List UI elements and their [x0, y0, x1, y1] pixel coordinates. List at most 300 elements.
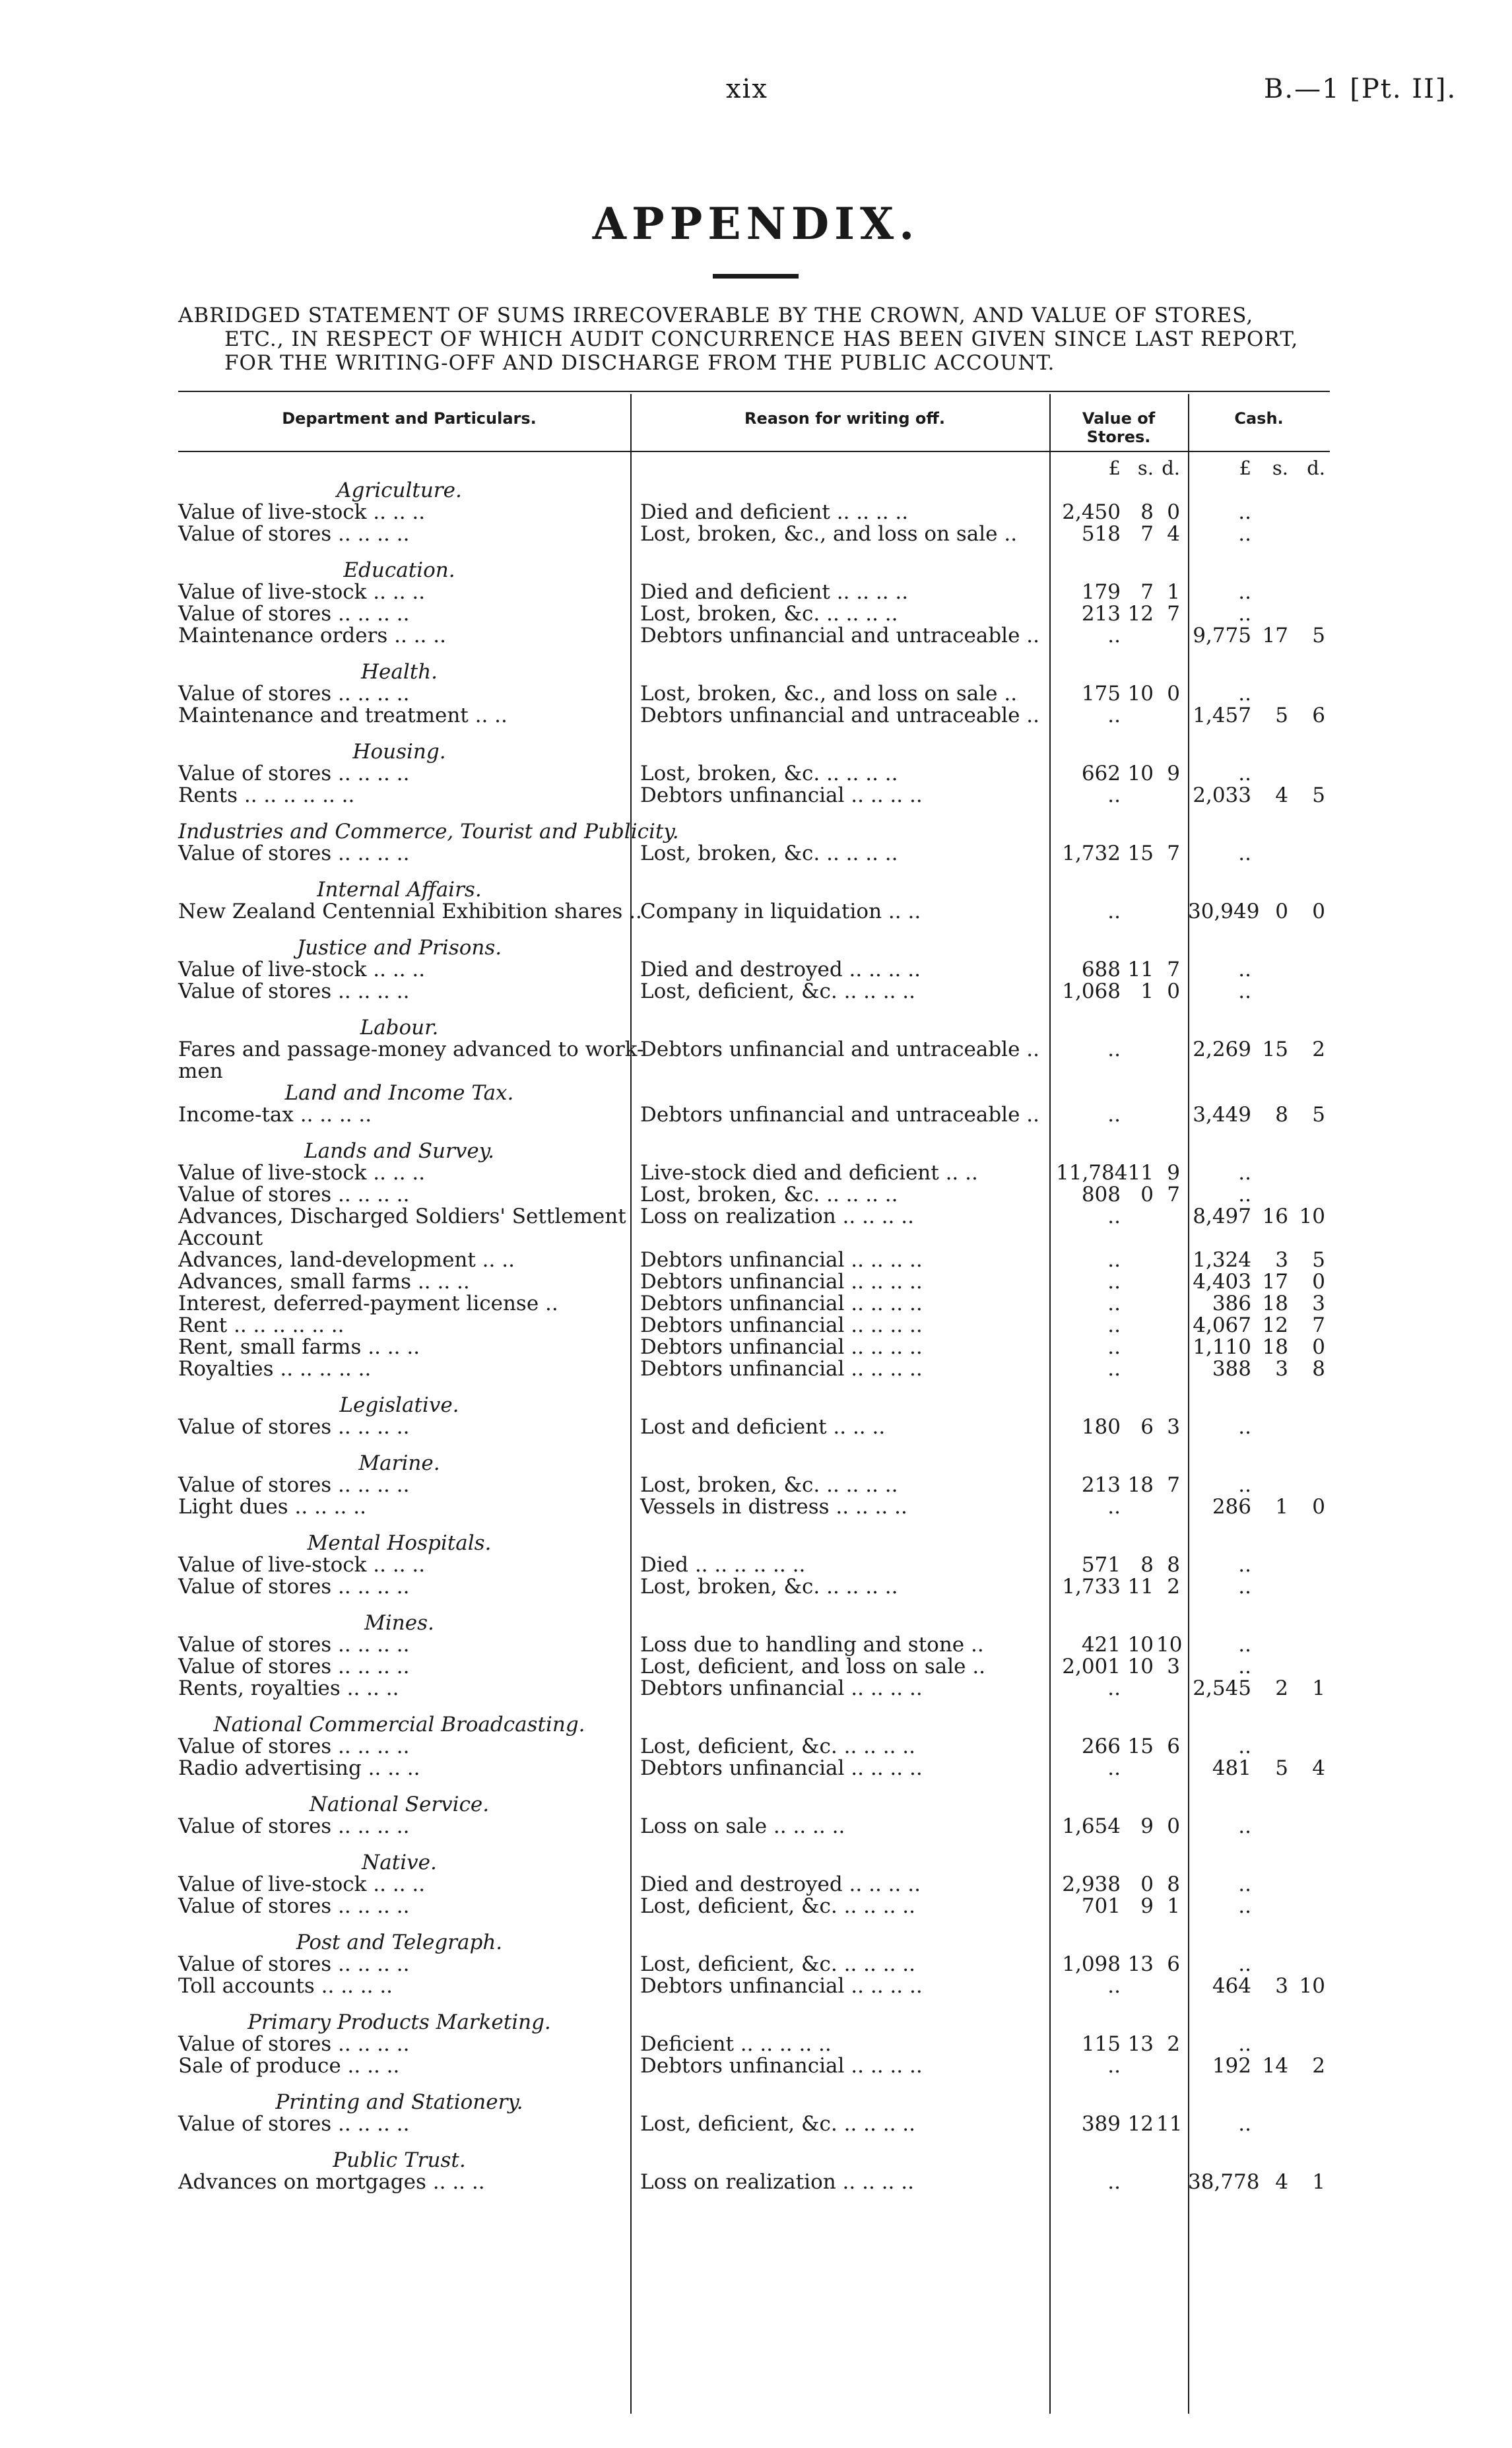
cash-shillings-cell: 8 — [1275, 1103, 1288, 1127]
row-spacer — [0, 1916, 1512, 1931]
particulars-cell: Toll accounts .. .. .. .. — [178, 1974, 393, 1998]
department-heading: Health. — [360, 660, 438, 684]
cash-pence-unit: d. — [1307, 457, 1325, 479]
stores-shillings-cell: 12 — [1127, 602, 1154, 626]
cash-shillings-cell: 15 — [1262, 1038, 1288, 1061]
subtitle-line-3: FOR THE WRITING-OFF AND DISCHARGE FROM THE PUBLIC ACCOUNT. — [224, 351, 1055, 375]
cash-pounds-cell: 286 — [1212, 1495, 1251, 1519]
table-row — [0, 682, 1512, 704]
table-row — [0, 1655, 1512, 1676]
cash-pounds-cell: 1,457 — [1193, 704, 1251, 727]
cash-shillings-cell: 1 — [1275, 1495, 1288, 1519]
cash-pence-cell: 3 — [1312, 1292, 1325, 1315]
cash-pounds-cell: 388 — [1212, 1357, 1251, 1381]
stores-pounds-cell: 266 — [1081, 1735, 1121, 1758]
particulars-cell: Value of stores .. .. .. .. — [178, 1735, 410, 1758]
row-spacer — [0, 1836, 1512, 1851]
table-row — [0, 1633, 1512, 1655]
cash-pounds-cell: .. — [1238, 682, 1251, 706]
cash-pounds-cell: .. — [1238, 602, 1251, 626]
reason-cell: Debtors unfinancial and untraceable .. — [640, 1038, 1039, 1061]
particulars-cell: Value of stores .. .. .. .. — [178, 1415, 410, 1439]
stores-pence-cell: 0 — [1167, 500, 1180, 524]
particulars-cell: Radio advertising .. .. .. — [178, 1756, 420, 1780]
column-header-stores: Value of Stores. — [1082, 409, 1156, 446]
stores-pounds-cell: 808 — [1081, 1183, 1121, 1207]
cash-pounds-cell: .. — [1238, 842, 1251, 865]
reason-cell: Lost, deficient, &c. .. .. .. .. — [640, 979, 916, 1003]
reason-cell: Company in liquidation .. .. — [640, 900, 921, 923]
stores-pounds-cell: .. — [1107, 1357, 1121, 1381]
particulars-cell: Value of live-stock .. .. .. — [178, 580, 426, 604]
cash-pounds-cell: .. — [1238, 2032, 1251, 2056]
reason-cell: Debtors unfinancial .. .. .. .. — [640, 1292, 923, 1315]
stores-pence-cell: 11 — [1156, 2112, 1183, 2136]
stores-pounds-cell: .. — [1107, 1974, 1121, 1998]
cash-shillings-cell: 12 — [1262, 1313, 1288, 1337]
particulars-cell: Advances, land-development .. .. — [178, 1248, 515, 1272]
cash-pounds-cell: .. — [1238, 1183, 1251, 1207]
department-heading-row — [0, 479, 1512, 500]
stores-shillings-cell: 11 — [1127, 1161, 1154, 1185]
particulars-cell: Value of stores .. .. .. .. — [178, 762, 410, 785]
cash-shillings-cell: 4 — [1275, 783, 1288, 807]
stores-pounds-cell: 175 — [1081, 682, 1121, 706]
subtitle — [178, 304, 1340, 375]
department-heading-row — [0, 820, 1512, 842]
row-spacer — [0, 2134, 1512, 2148]
stores-shillings-cell: 0 — [1140, 1872, 1154, 1896]
particulars-cell: Value of stores .. .. .. .. — [178, 522, 410, 546]
department-heading: Agriculture. — [337, 479, 462, 502]
stores-pounds-cell: 213 — [1081, 1473, 1121, 1497]
reason-cell: Loss on realization .. .. .. .. — [640, 2170, 914, 2194]
department-heading-row — [0, 1081, 1512, 1103]
stores-pence-cell: 9 — [1167, 1161, 1180, 1185]
particulars-cell: Value of stores .. .. .. .. — [178, 1575, 410, 1599]
stores-shillings-cell: 10 — [1127, 1655, 1154, 1678]
stores-pence-cell: 1 — [1167, 580, 1180, 604]
row-spacer — [0, 1001, 1512, 1016]
stores-pounds-cell: 518 — [1081, 522, 1121, 546]
row-spacer — [0, 805, 1512, 820]
cash-pence-cell: 2 — [1312, 2054, 1325, 2078]
table-row — [0, 624, 1512, 645]
department-heading: Education. — [343, 558, 455, 582]
stores-pounds-cell: 1,733 — [1062, 1575, 1121, 1599]
stores-pence-unit: d. — [1162, 457, 1180, 479]
reason-cell: Died and deficient .. .. .. .. — [640, 500, 909, 524]
cash-pounds-cell: .. — [1238, 958, 1251, 981]
cash-pence-cell: 2 — [1312, 1038, 1325, 1061]
cash-pence-cell: 0 — [1312, 1335, 1325, 1359]
reason-cell: Died .. .. .. .. .. .. — [640, 1553, 806, 1577]
reason-cell: Lost, broken, &c. .. .. .. .. — [640, 1575, 898, 1599]
row-spacer — [0, 725, 1512, 740]
stores-shillings-cell: 10 — [1127, 682, 1154, 706]
stores-pounds-cell: .. — [1107, 704, 1121, 727]
table-row — [0, 1183, 1512, 1205]
stores-pence-cell: 7 — [1167, 1473, 1180, 1497]
table-row — [0, 1495, 1512, 1517]
particulars-cell: Rent .. .. .. .. .. .. — [178, 1313, 345, 1337]
particulars-cell: Value of stores .. .. .. .. — [178, 602, 410, 626]
table-row — [0, 1676, 1512, 1698]
cash-pounds-cell: 192 — [1212, 2054, 1251, 2078]
department-heading-row — [0, 1451, 1512, 1473]
stores-shillings-cell: 18 — [1127, 1473, 1154, 1497]
stores-pounds-cell: .. — [1107, 1676, 1121, 1700]
department-heading: National Service. — [309, 1793, 490, 1816]
subtitle-line-1: ABRIDGED STATEMENT OF SUMS IRRECOVERABLE BY THE CROWN, AND VALUE OF STORES, — [178, 304, 1254, 327]
cash-pence-cell: 10 — [1299, 1974, 1325, 1998]
stores-pounds-cell: 701 — [1081, 1894, 1121, 1918]
cash-pounds-cell: .. — [1238, 1633, 1251, 1657]
cash-pounds-cell: .. — [1238, 1735, 1251, 1758]
stores-pence-cell: 7 — [1167, 958, 1180, 981]
department-heading: Legislative. — [339, 1393, 459, 1417]
stores-pounds-cell: .. — [1107, 1270, 1121, 1294]
row-spacer — [0, 1437, 1512, 1451]
stores-pence-cell: 2 — [1167, 2032, 1180, 2056]
column-header-department: Department and Particulars. — [282, 409, 537, 428]
cash-pounds-cell: .. — [1238, 1872, 1251, 1896]
cash-pounds-cell: 30,949 — [1188, 900, 1260, 923]
stores-pence-cell: 10 — [1156, 1633, 1183, 1657]
department-heading: Marine. — [358, 1451, 440, 1475]
cash-shillings-unit: s. — [1272, 457, 1288, 479]
cash-pence-cell: 5 — [1312, 1103, 1325, 1127]
table-row — [0, 1292, 1512, 1313]
reason-cell: Debtors unfinancial .. .. .. .. — [640, 1756, 923, 1780]
stores-shillings-cell: 15 — [1127, 842, 1154, 865]
cash-pounds-cell: .. — [1238, 580, 1251, 604]
stores-shillings-cell: 8 — [1140, 500, 1154, 524]
reason-cell: Debtors unfinancial .. .. .. .. — [640, 1335, 923, 1359]
cash-pounds-cell: 386 — [1212, 1292, 1251, 1315]
stores-pounds-cell: 180 — [1081, 1415, 1121, 1439]
cash-shillings-cell: 3 — [1275, 1357, 1288, 1381]
table-row — [0, 1270, 1512, 1292]
units-row — [0, 457, 1512, 479]
cash-pence-cell: 6 — [1312, 704, 1325, 727]
stores-pence-cell: 8 — [1167, 1872, 1180, 1896]
particulars-cell: Account — [178, 1226, 263, 1250]
cash-pounds-cell: 1,110 — [1193, 1335, 1251, 1359]
table-row — [0, 522, 1512, 544]
department-heading-row — [0, 1611, 1512, 1633]
particulars-cell: Value of stores .. .. .. .. — [178, 1633, 410, 1657]
particulars-cell: Value of stores .. .. .. .. — [178, 1952, 410, 1976]
cash-pounds-cell: 481 — [1212, 1756, 1251, 1780]
table-row — [0, 1415, 1512, 1437]
stores-pounds-cell: .. — [1107, 1205, 1121, 1228]
particulars-cell: Income-tax .. .. .. .. — [178, 1103, 372, 1127]
department-heading-row — [0, 1393, 1512, 1415]
reason-cell: Loss on realization .. .. .. .. — [640, 1205, 914, 1228]
column-header-reason: Reason for writing off. — [744, 409, 945, 428]
department-heading-row — [0, 740, 1512, 762]
table-row — [0, 2112, 1512, 2134]
cash-shillings-cell: 18 — [1262, 1292, 1288, 1315]
stores-pence-cell: 2 — [1167, 1575, 1180, 1599]
reason-cell: Loss on sale .. .. .. .. — [640, 1814, 845, 1838]
reason-cell: Debtors unfinancial .. .. .. .. — [640, 1676, 923, 1700]
row-spacer — [0, 1125, 1512, 1139]
page-number: xix — [726, 74, 768, 104]
stores-pounds-cell: 1,098 — [1062, 1952, 1121, 1976]
page-title: APPENDIX. — [592, 198, 920, 249]
department-heading: Primary Products Marketing. — [247, 2010, 551, 2034]
reason-cell: Debtors unfinancial .. .. .. .. — [640, 1357, 923, 1381]
department-heading-row — [0, 660, 1512, 682]
table-row — [0, 2032, 1512, 2054]
row-spacer — [0, 1996, 1512, 2010]
table-body — [0, 479, 1512, 2192]
table-row — [0, 783, 1512, 805]
particulars-cell: Light dues .. .. .. .. — [178, 1495, 366, 1519]
reason-cell: Debtors unfinancial and untraceable .. — [640, 624, 1039, 647]
stores-pence-cell: 3 — [1167, 1415, 1180, 1439]
table-row — [0, 1974, 1512, 1996]
department-heading-row — [0, 1531, 1512, 1553]
particulars-cell: Value of stores .. .. .. .. — [178, 2032, 410, 2056]
cash-pence-cell: 8 — [1312, 1357, 1325, 1381]
stores-pounds-cell: 421 — [1081, 1633, 1121, 1657]
cash-shillings-cell: 17 — [1262, 624, 1288, 647]
table-row — [0, 1735, 1512, 1756]
reason-cell: Lost, deficient, &c. .. .. .. .. — [640, 1952, 916, 1976]
stores-shillings-cell: 8 — [1140, 1553, 1154, 1577]
row-spacer — [0, 1778, 1512, 1793]
particulars-cell: Fares and passage-money advanced to work- — [178, 1038, 644, 1061]
cash-pounds-cell: .. — [1238, 1952, 1251, 1976]
particulars-cell: Value of stores .. .. .. .. — [178, 842, 410, 865]
cash-pounds-cell: .. — [1238, 762, 1251, 785]
cash-shillings-cell: 0 — [1275, 900, 1288, 923]
table-row — [0, 842, 1512, 863]
department-heading-row — [0, 1931, 1512, 1952]
stores-pounds-cell: 213 — [1081, 602, 1121, 626]
stores-shillings-cell: 13 — [1127, 2032, 1154, 2056]
cash-pence-cell: 5 — [1312, 624, 1325, 647]
department-heading-row — [0, 2148, 1512, 2170]
reason-cell: Lost, deficient, &c. .. .. .. .. — [640, 1894, 916, 1918]
stores-pounds-cell: 389 — [1081, 2112, 1121, 2136]
stores-pounds-cell: .. — [1107, 1335, 1121, 1359]
cash-pounds-cell: .. — [1238, 1894, 1251, 1918]
stores-pounds-cell: .. — [1107, 783, 1121, 807]
cash-pounds-cell: .. — [1238, 500, 1251, 524]
cash-pounds-cell: 4,403 — [1193, 1270, 1251, 1294]
table-row — [0, 580, 1512, 602]
particulars-cell: Value of stores .. .. .. .. — [178, 2112, 410, 2136]
stores-pounds-cell: 662 — [1081, 762, 1121, 785]
table-top-rule — [178, 391, 1330, 392]
reason-cell: Lost, deficient, &c. .. .. .. .. — [640, 1735, 916, 1758]
cash-pence-cell: 0 — [1312, 1270, 1325, 1294]
stores-pounds-cell: .. — [1107, 1495, 1121, 1519]
department-heading: Housing. — [352, 740, 446, 764]
stores-pounds-cell: 115 — [1081, 2032, 1121, 2056]
table-row — [0, 1161, 1512, 1183]
stores-shillings-cell: 0 — [1140, 1183, 1154, 1207]
cash-pounds-cell: 9,775 — [1193, 624, 1251, 647]
table-row — [0, 958, 1512, 979]
table-row — [0, 1059, 1512, 1081]
cash-pounds-cell: .. — [1238, 522, 1251, 546]
particulars-cell: Rent, small farms .. .. .. — [178, 1335, 420, 1359]
table-row — [0, 900, 1512, 921]
stores-pence-cell: 6 — [1167, 1952, 1180, 1976]
cash-pence-cell: 4 — [1312, 1756, 1325, 1780]
table-row — [0, 1575, 1512, 1597]
department-heading: Internal Affairs. — [317, 878, 482, 902]
cash-pounds-cell: .. — [1238, 1655, 1251, 1678]
cash-pounds-cell: .. — [1238, 1473, 1251, 1497]
stores-pounds-cell: .. — [1107, 1103, 1121, 1127]
cash-pounds-cell: .. — [1238, 1575, 1251, 1599]
department-heading: Industries and Commerce, Tourist and Publicity. — [178, 820, 679, 844]
table-row — [0, 1872, 1512, 1894]
particulars-cell: men — [178, 1059, 223, 1083]
cash-pence-cell: 0 — [1312, 1495, 1325, 1519]
stores-pence-cell: 7 — [1167, 842, 1180, 865]
table-row — [0, 1335, 1512, 1357]
particulars-cell: Value of live-stock .. .. .. — [178, 1872, 426, 1896]
particulars-cell: Value of stores .. .. .. .. — [178, 1894, 410, 1918]
stores-pence-cell: 0 — [1167, 682, 1180, 706]
table-row — [0, 1473, 1512, 1495]
reason-cell: Debtors unfinancial .. .. .. .. — [640, 1313, 923, 1337]
stores-pounds-cell: 1,732 — [1062, 842, 1121, 865]
cash-pounds-cell: 38,778 — [1188, 2170, 1260, 2194]
cash-pence-cell: 1 — [1312, 2170, 1325, 2194]
department-heading-row — [0, 1016, 1512, 1038]
row-spacer — [0, 544, 1512, 558]
particulars-cell: Value of stores .. .. .. .. — [178, 1473, 410, 1497]
stores-pounds-cell: 2,938 — [1062, 1872, 1121, 1896]
reason-cell: Lost, broken, &c., and loss on sale .. — [640, 522, 1018, 546]
stores-shillings-cell: 1 — [1140, 979, 1154, 1003]
table-row — [0, 1248, 1512, 1270]
reason-cell: Loss due to handling and stone .. — [640, 1633, 984, 1657]
department-heading-row — [0, 558, 1512, 580]
particulars-cell: Value of live-stock .. .. .. — [178, 500, 426, 524]
reason-cell: Died and destroyed .. .. .. .. — [640, 1872, 921, 1896]
table-row — [0, 1894, 1512, 1916]
row-spacer — [0, 921, 1512, 936]
cash-pounds-cell: 3,449 — [1193, 1103, 1251, 1127]
particulars-cell: Value of stores .. .. .. .. — [178, 979, 410, 1003]
cash-pound-unit: £ — [1239, 457, 1251, 479]
stores-pound-unit: £ — [1108, 457, 1121, 479]
stores-shillings-cell: 7 — [1140, 522, 1154, 546]
cash-pence-cell: 1 — [1312, 1676, 1325, 1700]
row-spacer — [0, 863, 1512, 878]
stores-pounds-cell: 1,068 — [1062, 979, 1121, 1003]
cash-shillings-cell: 14 — [1262, 2054, 1288, 2078]
stores-pence-cell: 0 — [1167, 979, 1180, 1003]
cash-pence-cell: 5 — [1312, 1248, 1325, 1272]
row-spacer — [0, 1517, 1512, 1531]
title-rule — [713, 274, 799, 279]
stores-pence-cell: 7 — [1167, 602, 1180, 626]
page-reference: B.—1 [Pt. II]. — [1264, 74, 1457, 104]
cash-pence-cell: 0 — [1312, 900, 1325, 923]
reason-cell: Debtors unfinancial .. .. .. .. — [640, 2054, 923, 2078]
cash-pounds-cell: .. — [1238, 1415, 1251, 1439]
stores-shillings-cell: 13 — [1127, 1952, 1154, 1976]
reason-cell: Died and deficient .. .. .. .. — [640, 580, 909, 604]
cash-pounds-cell: 2,033 — [1193, 783, 1251, 807]
particulars-cell: Value of stores .. .. .. .. — [178, 1814, 410, 1838]
table-row — [0, 500, 1512, 522]
cash-pence-cell: 7 — [1312, 1313, 1325, 1337]
department-heading: National Commercial Broadcasting. — [213, 1713, 585, 1737]
reason-cell: Debtors unfinancial .. .. .. .. — [640, 783, 923, 807]
table-row — [0, 1553, 1512, 1575]
stores-shillings-cell: 9 — [1140, 1814, 1154, 1838]
stores-shillings-unit: s. — [1137, 457, 1154, 479]
stores-pounds-cell: 688 — [1081, 958, 1121, 981]
stores-pounds-cell: .. — [1107, 1248, 1121, 1272]
reason-cell: Live-stock died and deficient .. .. — [640, 1161, 978, 1185]
particulars-cell: Sale of produce .. .. .. — [178, 2054, 400, 2078]
stores-shillings-cell: 15 — [1127, 1735, 1154, 1758]
table-row — [0, 1226, 1512, 1248]
writeoff-table — [0, 457, 1512, 2192]
table-row — [0, 1103, 1512, 1125]
stores-pounds-cell: 2,001 — [1062, 1655, 1121, 1678]
reason-cell: Lost, deficient, &c. .. .. .. .. — [640, 2112, 916, 2136]
table-row — [0, 1357, 1512, 1379]
reason-cell: Lost, broken, &c. .. .. .. .. — [640, 1183, 898, 1207]
stores-shillings-cell: 11 — [1127, 958, 1154, 981]
stores-pence-cell: 8 — [1167, 1553, 1180, 1577]
cash-pounds-cell: .. — [1238, 1553, 1251, 1577]
department-heading: Printing and Stationery. — [275, 2090, 523, 2114]
stores-pounds-cell: .. — [1107, 2170, 1121, 2194]
department-heading-row — [0, 1793, 1512, 1814]
cash-shillings-cell: 2 — [1275, 1676, 1288, 1700]
table-row — [0, 704, 1512, 725]
reason-cell: Deficient .. .. .. .. .. — [640, 2032, 832, 2056]
reason-cell: Lost, broken, &c. .. .. .. .. — [640, 842, 898, 865]
cash-pounds-cell: 4,067 — [1193, 1313, 1251, 1337]
stores-pounds-cell: .. — [1107, 1038, 1121, 1061]
stores-shillings-cell: 9 — [1140, 1894, 1154, 1918]
department-heading-row — [0, 2010, 1512, 2032]
stores-pounds-cell: .. — [1107, 2054, 1121, 2078]
department-heading: Labour. — [360, 1016, 439, 1040]
particulars-cell: Rents, royalties .. .. .. — [178, 1676, 399, 1700]
stores-shillings-cell: 10 — [1127, 762, 1154, 785]
reason-cell: Lost and deficient .. .. .. — [640, 1415, 886, 1439]
stores-pounds-cell: 571 — [1081, 1553, 1121, 1577]
row-spacer — [0, 1698, 1512, 1713]
stores-pounds-cell: .. — [1107, 624, 1121, 647]
reason-cell: Died and destroyed .. .. .. .. — [640, 958, 921, 981]
particulars-cell: Value of live-stock .. .. .. — [178, 1553, 426, 1577]
particulars-cell: Rents .. .. .. .. .. .. — [178, 783, 355, 807]
cash-shillings-cell: 4 — [1275, 2170, 1288, 2194]
table-row — [0, 762, 1512, 783]
reason-cell: Lost, deficient, and loss on sale .. — [640, 1655, 986, 1678]
table-row — [0, 602, 1512, 624]
particulars-cell: Value of stores .. .. .. .. — [178, 1655, 410, 1678]
stores-shillings-cell: 7 — [1140, 580, 1154, 604]
